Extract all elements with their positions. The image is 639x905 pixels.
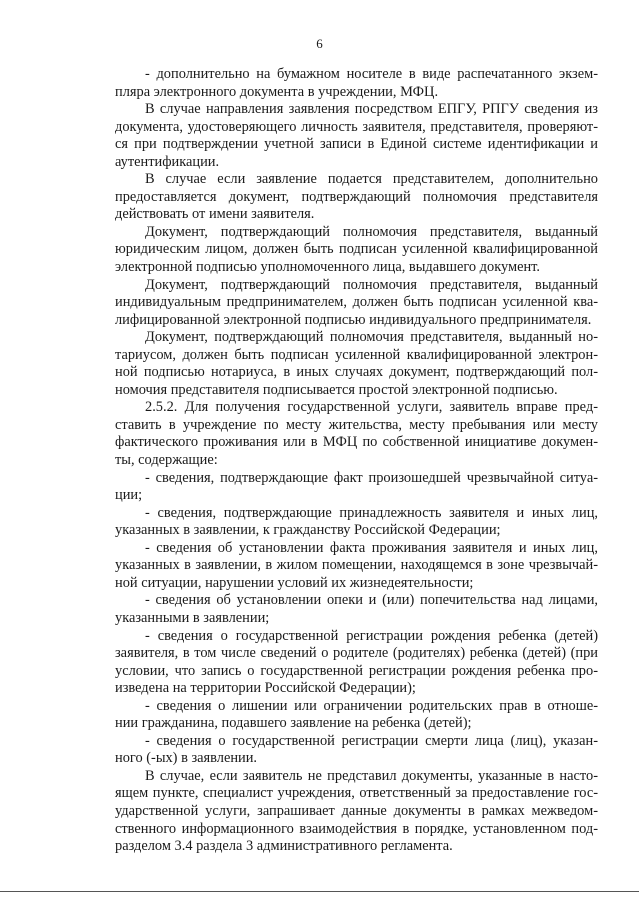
text-line: - сведения о государственной регистрации рождения ребенка (детей): [145, 627, 598, 644]
text-line: документа, удостоверяющего личность заявителя, представителя, проверяют-: [115, 118, 598, 135]
text-line: фактического проживания или в МФЦ по собственной инициативе докумен-: [115, 434, 598, 451]
text-line: нии гражданина, подавшего заявление на ребенка (детей);: [115, 715, 472, 732]
text-line: электронной подписью уполномоченного лица, выдавшего документ.: [115, 259, 540, 276]
text-line: - сведения, подтверждающие принадлежность заявителя и иных лиц,: [145, 504, 598, 521]
document-body: [115, 66, 598, 856]
text-line: индивидуальным предпринимателем, должен быть подписан усиленной ква-: [115, 294, 598, 311]
text-line: ящем пункте, специалист учреждения, ответственный за предоставление гос-: [115, 785, 598, 802]
text-line: - сведения об установлении опеки и (или) попечительства над лицами,: [145, 592, 598, 609]
text-line: Документ, подтверждающий полномочия представителя, выданный: [145, 223, 598, 240]
text-line: заявителя, в том числе сведений о родителе (родителях) ребенка (детей) (при: [115, 645, 598, 662]
text-line: предоставляется документ, подтверждающий полномочия представителя: [115, 188, 598, 205]
text-line: Документ, подтверждающий полномочия представителя, выданный: [145, 276, 598, 293]
text-line: изведена на территории Российской Федерации);: [115, 680, 416, 697]
text-line: тариусом, должен быть подписан усиленной квалифицированной электрон-: [115, 346, 598, 363]
text-line: ударственной услуги, запрашивает данные документы в рамках межведом-: [115, 802, 598, 819]
text-line: В случае направления заявления посредством ЕПГУ, РПГУ сведения из: [145, 101, 598, 118]
text-line: Документ, подтверждающий полномочия представителя, выданный но-: [145, 329, 598, 346]
text-line: В случае, если заявитель не представил документы, указанные в насто-: [145, 767, 598, 784]
page-number: 6: [316, 36, 323, 51]
bottom-scan-edge: [0, 891, 639, 892]
text-line: - сведения о государственной регистрации смерти лица (лиц), указан-: [145, 732, 598, 749]
text-line: пляра электронного документа в учреждении, МФЦ.: [115, 83, 439, 100]
text-line: аутентификации.: [115, 153, 220, 170]
text-line: номочия представителя подписывается простой электронной подписью.: [115, 381, 558, 398]
text-line: ся при подтверждении учетной записи в Единой системе идентификации и: [115, 136, 598, 153]
text-line: указанных в заявлении, в жилом помещении, находящемся в зоне чрезвычай-: [115, 557, 598, 574]
text-line: указанных в заявлении, к гражданству Российской Федерации;: [115, 522, 501, 539]
text-line: ты, содержащие:: [115, 452, 218, 469]
text-line: - дополнительно на бумажном носителе в виде распечатанного экзем-: [145, 66, 598, 82]
text-line: ного (-ых) в заявлении.: [115, 750, 258, 767]
text-line: действовать от имени заявителя.: [115, 206, 315, 223]
text-line: - сведения, подтверждающие факт произошедшей чрезвычайной ситуа-: [145, 469, 598, 486]
text-line: разделом 3.4 раздела 3 административного регламента.: [115, 838, 453, 855]
text-line: ставить в учреждение по месту жительства, месту пребывания или месту: [115, 416, 598, 433]
text-line: 2.5.2. Для получения государственной услуги, заявитель вправе пред-: [145, 399, 598, 416]
text-line: ственного информационного взаимодействия в порядке, установленном под-: [115, 820, 598, 837]
text-line: - сведения об установлении факта проживания заявителя и иных лиц,: [145, 539, 598, 556]
text-line: условии, что запись о государственной регистрации рождения ребенка про-: [115, 662, 598, 679]
text-line: В случае если заявление подается представителем, дополнительно: [145, 171, 598, 188]
text-line: указанными в заявлении;: [115, 609, 270, 626]
text-line: ной подписью нотариуса, в иных случаях документ, подтверждающий пол-: [115, 364, 598, 381]
text-line: - сведения о лишении или ограничении родительских прав в отноше-: [145, 697, 598, 714]
text-line: ции;: [115, 487, 143, 504]
text-line: юридическим лицом, должен быть подписан усиленной квалифицированной: [115, 241, 598, 258]
text-line: ной ситуации, нарушении условий их жизнедеятельности;: [115, 574, 474, 591]
text-line: лифицированной электронной подписью индивидуального предпринимателя.: [115, 311, 592, 328]
